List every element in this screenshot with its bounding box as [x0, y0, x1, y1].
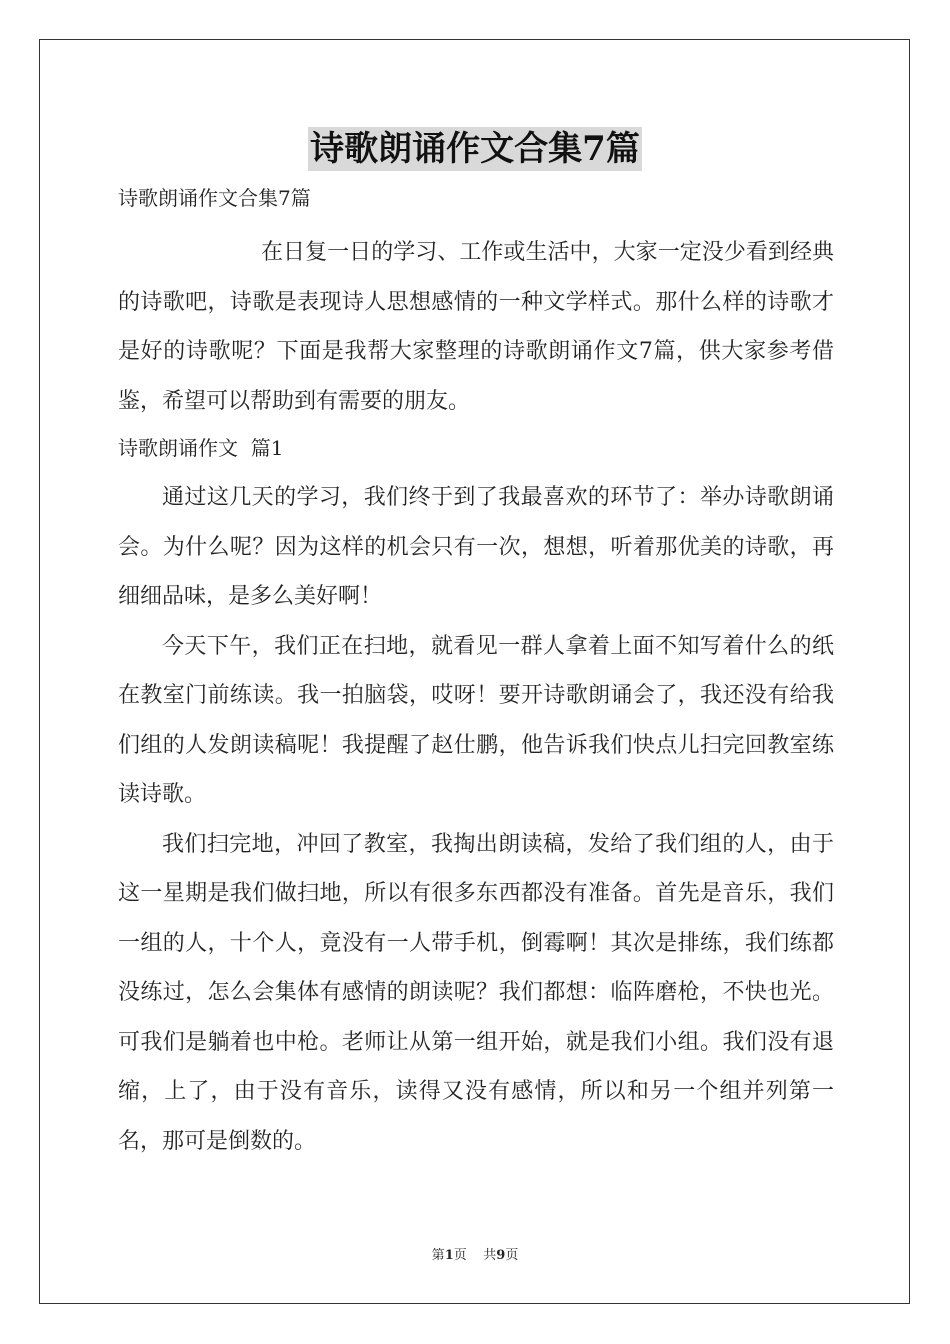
- article-body: [118, 473, 834, 1166]
- footer-suffix: 页: [505, 1248, 519, 1263]
- body-paragraph-2: 今天下午，我们正在扫地，就看见一群人拿着上面不知写着什么的纸在教室门前练读。我一拍脑袋，哎呀！要开诗歌朗诵会了，我还没有给我们组的人发朗读稿呢！我提醒了赵仕鹏，他告诉我们快点儿扫完回教室练读诗歌。: [118, 633, 834, 807]
- footer-prefix: 第: [431, 1248, 445, 1263]
- title-container: [0, 127, 950, 171]
- document-title: 诗歌朗诵作文合集7篇: [310, 129, 640, 169]
- footer-total-pages: 9: [496, 1248, 506, 1263]
- intro-paragraph: 在日复一日的学习、工作或生活中，大家一定没少看到经典的诗歌吧，诗歌是表现诗人思想感情的一种文学样式。那什么样的诗歌才是好的诗歌呢？下面是我帮大家整理的诗歌朗诵作文7篇，供大家参考借鉴，希望可以帮助到有需要的朋友。: [118, 240, 834, 414]
- body-paragraph-3: 我们扫完地，冲回了教室，我掏出朗读稿，发给了我们组的人，由于这一星期是我们做扫地，所以有很多东西都没有准备。首先是音乐，我们一组的人，十个人，竟没有一人带手机，倒霉啊！其次是排练，我们练都没练过，怎么会集体有感情的朗读呢？我们都想：临阵磨枪，不快也光。可我们是躺着也中枪。老师让从第一组开始，就是我们小组。我们没有退缩，上了，由于没有音乐，读得又没有感情，所以和另一个组并列第一名，那可是倒数的。: [118, 831, 834, 1154]
- footer-current-page: 1: [444, 1248, 454, 1263]
- footer-mid: 页 共: [453, 1248, 497, 1263]
- document-subtitle: 诗歌朗诵作文合集7篇: [118, 186, 311, 210]
- section-heading: 诗歌朗诵作文 篇1: [118, 436, 284, 460]
- body-paragraph-1: 通过这几天的学习，我们终于到了我最喜欢的环节了：举办诗歌朗诵会。为什么呢？因为这样的机会只有一次，想想，听着那优美的诗歌，再细细品味，是多么美好啊！: [118, 485, 834, 609]
- page-footer: [0, 1247, 950, 1265]
